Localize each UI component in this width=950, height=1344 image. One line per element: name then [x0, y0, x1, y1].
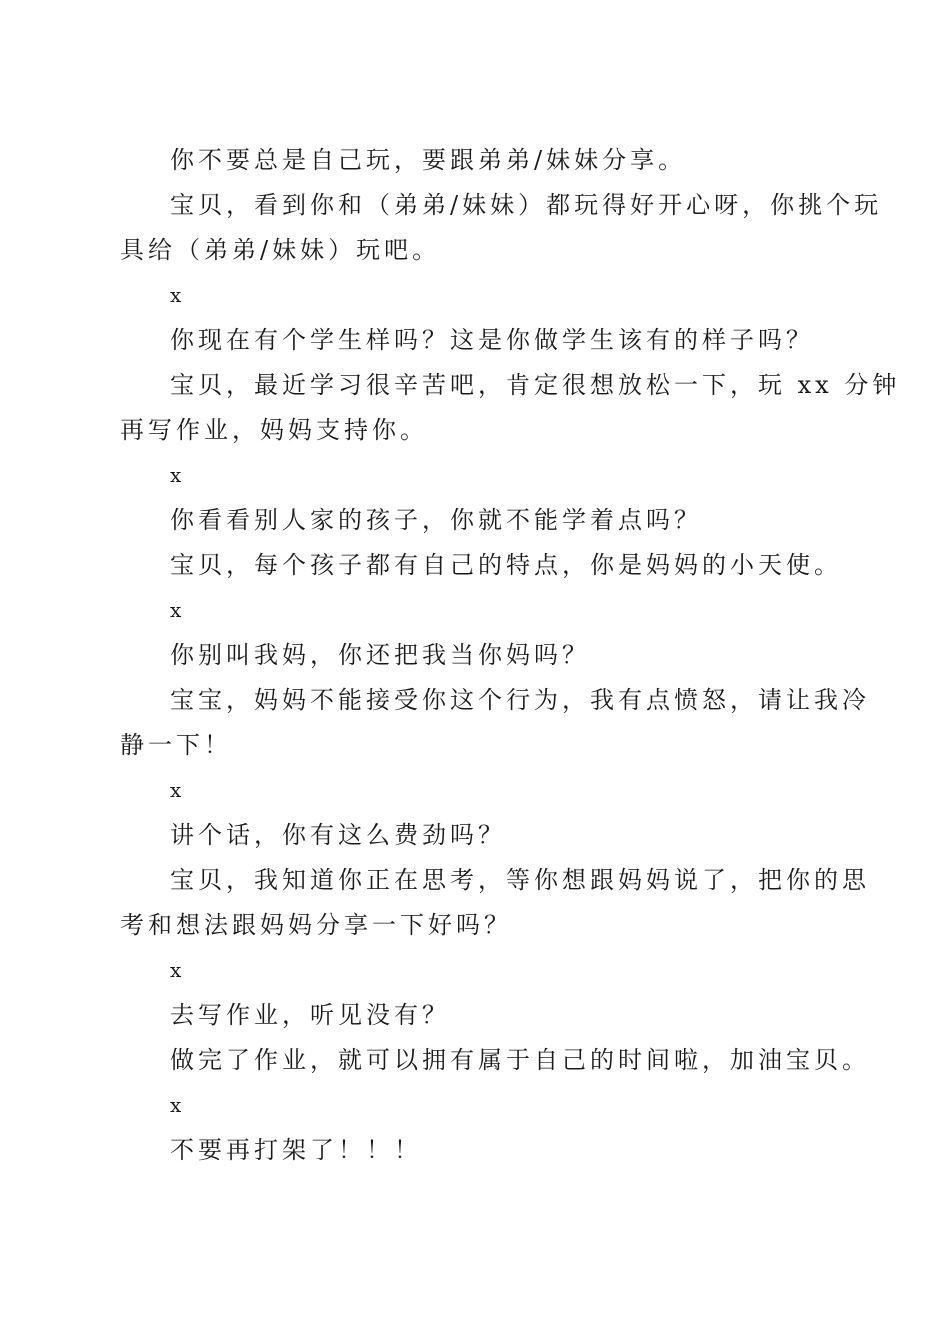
text-line: 讲个话，你有这么费劲吗？	[170, 821, 506, 849]
section-separator: x	[170, 958, 182, 982]
paragraph	[120, 138, 826, 183]
paragraph	[120, 633, 826, 678]
text-line: 考和想法跟妈妈分享一下好吗？	[120, 911, 512, 939]
paragraph	[120, 363, 901, 453]
text-line: 你现在有个学生样吗？这是你做学生该有的样子吗？	[170, 326, 814, 354]
text-line: 再写作业，妈妈支持你。	[120, 416, 428, 444]
paragraph	[120, 498, 826, 543]
paragraph	[120, 183, 883, 273]
text-line: 不要再打架了！！！	[170, 1136, 422, 1164]
section-separator: x	[170, 598, 182, 622]
text-line: 做完了作业，就可以拥有属于自己的时间啦，加油宝贝。	[170, 1046, 870, 1074]
paragraph	[120, 993, 826, 1038]
paragraph	[120, 543, 842, 588]
paragraph	[120, 1038, 870, 1083]
text-line: 你看看别人家的孩子，你就不能学着点吗？	[170, 506, 702, 534]
text-line: 具给（弟弟/妹妹）玩吧。	[120, 236, 441, 264]
paragraph	[120, 318, 826, 363]
text-line: 你别叫我妈，你还把我当你妈吗？	[170, 641, 590, 669]
section-separator: x	[170, 778, 182, 802]
text-line: 去写作业，听见没有？	[170, 1001, 450, 1029]
text-line: 静一下！	[120, 731, 232, 759]
paragraph	[120, 1128, 826, 1173]
text-line: 宝贝，最近学习很辛苦吧，肯定很想放松一下，玩 xx 分钟	[170, 371, 901, 399]
text-line: 宝贝，我知道你正在思考，等你想跟妈妈说了，把你的思	[170, 866, 870, 894]
paragraph	[120, 858, 870, 948]
text-line: 宝宝，妈妈不能接受你这个行为，我有点愤怒，请让我冷	[170, 686, 870, 714]
document-body	[120, 138, 901, 1173]
section-separator: x	[170, 1093, 182, 1117]
paragraph	[120, 678, 870, 768]
section-separator: x	[170, 283, 182, 307]
text-line: 你不要总是自己玩，要跟弟弟/妹妹分享。	[170, 146, 687, 174]
section-separator: x	[170, 463, 182, 487]
text-line: 宝贝，看到你和（弟弟/妹妹）都玩得好开心呀，你挑个玩	[170, 191, 883, 219]
paragraph	[120, 813, 826, 858]
text-line: 宝贝，每个孩子都有自己的特点，你是妈妈的小天使。	[170, 551, 842, 579]
